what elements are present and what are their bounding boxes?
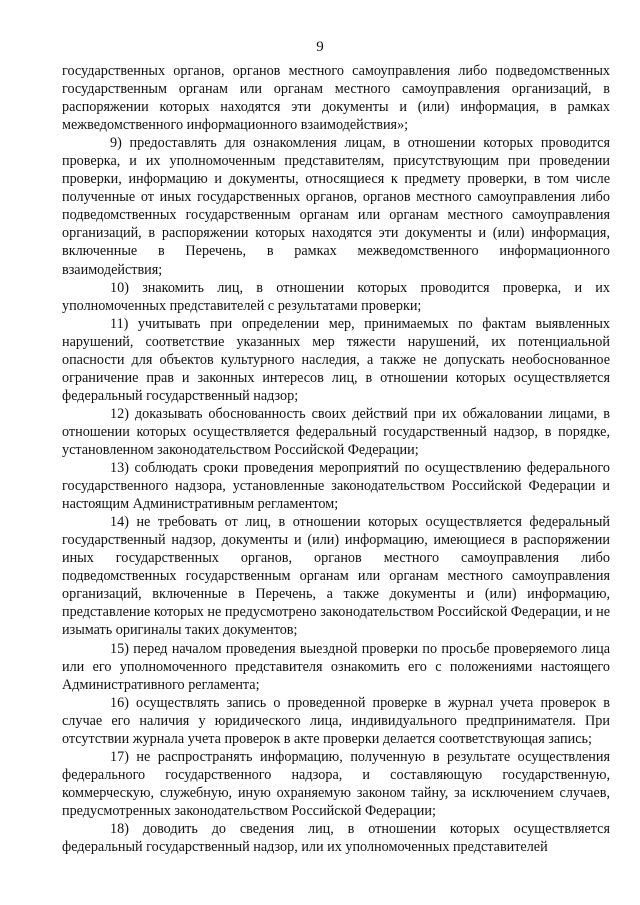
list-item-15: 15) перед началом проведения выездной проверки по просьбе проверяемого лица или его уполномоченного представителя ознакомить его с положениями настоящего Административного регламента; xyxy=(62,640,610,693)
list-item-13: 13) соблюдать сроки проведения мероприятий по осуществлению федерального государственного надзора, установленные законодательством Российской Федерации и настоящим Административным регламентом; xyxy=(62,460,610,513)
list-item-14: 14) не требовать от лиц, в отношении которых осуществляется федеральный государственный надзор, документы и (или) информацию, имеющиеся в распоряжении иных государственных органов, органов местного самоуправления либо подведомственных государственным органам или органам местного самоуправления организаций, включенные в Перечень, а также документы и (или) информацию, представление которых не предусмотрено законодательством Российской Федерации, и не изымать оригиналы таких документов; xyxy=(62,514,610,639)
list-item-12: 12) доказывать обоснованность своих действий при их обжаловании лицами, в отношении которых осуществляется федеральный государственный надзор, в порядке, установленном законодательством Российской Федерации; xyxy=(62,405,610,458)
list-item-11: 11) учитывать при определении мер, принимаемых по фактам выявленных нарушений, соответствие указанных мер тяжести нарушений, их потенциальной опасности для объектов культурного наследия, а также не допускать необоснованное ограничение прав и законных интересов лиц, в отношении которых осуществляется федеральный государственный надзор; xyxy=(62,315,610,404)
list-item-17: 17) не распространять информацию, полученную в результате осуществления федерального государственного надзора, и составляющую государственную, коммерческую, служебную, иную охраняемую законом тайну, за исключением случаев, предусмотренных законодательством Российской Федерации; xyxy=(62,748,610,819)
document-body xyxy=(62,62,610,856)
list-item-18: 18) доводить до сведения лиц, в отношении которых осуществляется федеральный государственный надзор, или их уполномоченных представителей xyxy=(62,820,610,856)
list-item-10: 10) знакомить лиц, в отношении которых проводится проверка, и их уполномоченных представителей с результатами проверки; xyxy=(62,279,610,314)
list-item-16: 16) осуществлять запись о проведенной проверке в журнал учета проверок в случае его наличия у юридического лица, индивидуального предпринимателя. При отсутствии журнала учета проверок в акте проверки делается соответствующая запись; xyxy=(62,694,610,747)
page-number: 9 xyxy=(316,39,324,55)
list-item-9: 9) предоставлять для ознакомления лицам, в отношении которых проводится проверка, и их уполномоченным представителям, присутствующим при проведении проверки, информацию и документы, относящиеся к предмету проверки, в том числе полученные от иных государственных органов, органов местного самоуправления либо подведомственных государственным органам или органам местного самоуправления организаций, в распоряжении которых находятся эти документы и (или) информация, включенные в Перечень, в рамках межведомственного информационного взаимодействия; xyxy=(62,135,610,278)
paragraph-continuation: государственных органов, органов местного самоуправления либо подведомственных государственным органам или органам местного самоуправления организаций, в распоряжении которых находятся эти документы и (или) информация, в рамках межведомственного информационного взаимодействия»; xyxy=(62,63,610,134)
